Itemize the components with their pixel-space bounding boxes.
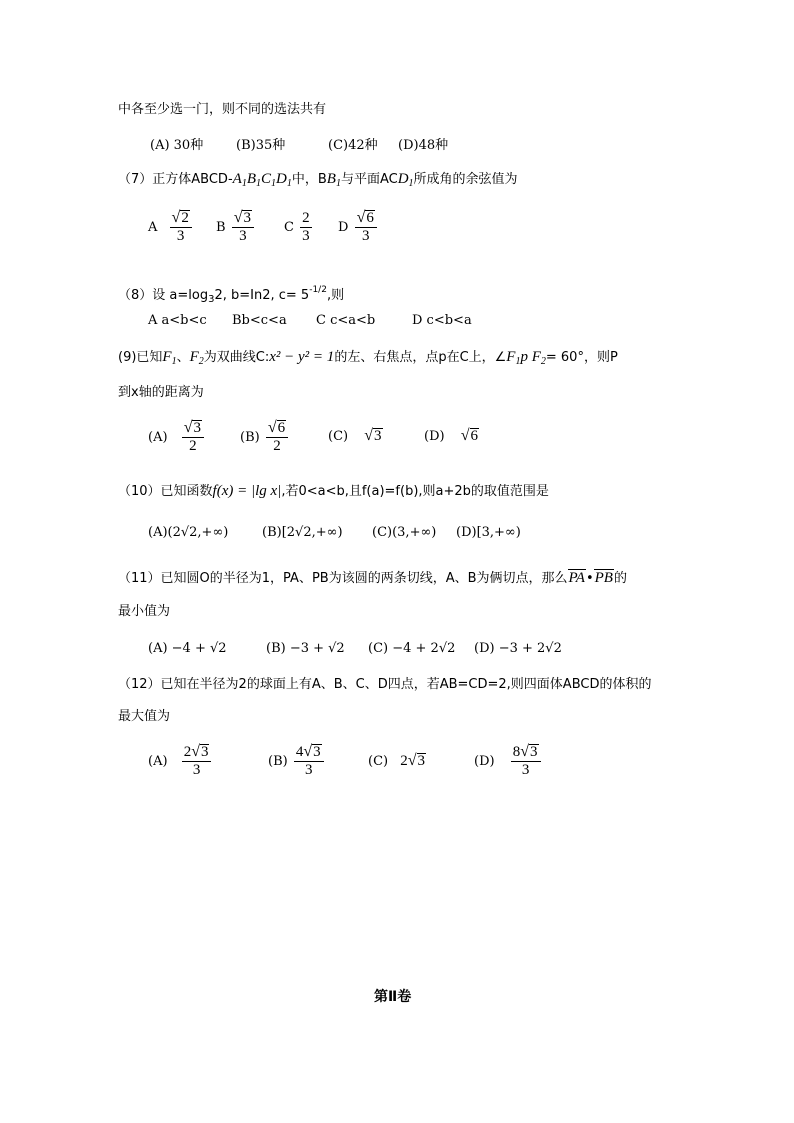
q8-question (118, 281, 344, 309)
q11-dot: • (585, 571, 594, 586)
q7-option-d-fraction: √ 6 3 (355, 210, 377, 245)
q7-option-b-fraction: √ 3 3 (232, 210, 254, 245)
q9-option-b (240, 420, 288, 455)
q7-option-b-label: B (216, 220, 226, 235)
q7-option-c-label: C (284, 220, 294, 235)
q6-option-a: (A) 30种 (150, 138, 204, 153)
q9-option-c-sqrt: √ 3 (364, 427, 382, 444)
q6-option-d: (D)48种 (398, 138, 449, 153)
q11-line2: 最小值为 (118, 604, 171, 619)
q7-option-d (338, 210, 377, 245)
q11-option-d: (D) −3 + 2√2 (474, 641, 562, 656)
q7-option-c-den: 3 (302, 228, 310, 244)
q7-option-b-radicand: 3 (243, 210, 251, 226)
q8-option-c: C c<a<b (316, 313, 376, 328)
q10-prefix: （10）已知函数 (118, 484, 213, 499)
q12-option-d-radicand: 3 (530, 744, 538, 760)
q6-option-c: (C)42种 (328, 138, 378, 153)
q9-option-c-radicand: 3 (374, 428, 382, 444)
q8-exponent: -1/2 (309, 285, 327, 295)
q12-option-b-radicand: 3 (313, 744, 321, 760)
q11-question (118, 569, 627, 588)
q12-option-b (268, 744, 324, 779)
q12-line2: 最大值为 (118, 709, 171, 724)
q9-option-c-label: (C) (328, 429, 349, 444)
q9-option-a-fraction: √ 3 2 (182, 420, 204, 455)
q9-mid: 为双曲线C: (203, 350, 270, 365)
q10-option-a: (A)(2√2,+∞) (148, 525, 229, 540)
q12-line1: （12）已知在半径为2的球面上有A、B、C、D四点，若AB=CD=2,则四面体ABCD的体积的 (118, 677, 652, 692)
q12-option-c-label: (C) (368, 754, 389, 769)
q9-option-a (148, 420, 204, 455)
q12-option-a-fraction: 2 √ 3 3 (182, 744, 212, 779)
q7-option-c-fraction (300, 210, 312, 245)
q10-option-c: (C)(3,+∞) (372, 525, 437, 540)
q9-mid2: 的左、右焦点，点p在C上，∠ (334, 350, 507, 365)
q9-option-a-radicand: 3 (193, 420, 201, 436)
q9-prefix: (9)已知 (118, 350, 163, 365)
q9-option-b-den: 2 (273, 438, 281, 454)
q7-option-c-num: 2 (302, 210, 310, 226)
q7-option-d-den: 3 (361, 228, 370, 244)
q11-text: （11）已知圆O的半径为1，PA、PB为该圆的两条切线，A、B为俩切点，那么 (118, 571, 568, 586)
q8-option-a: A a<b<c (148, 313, 207, 328)
q9-option-d (424, 428, 479, 444)
q7-option-a-den: 3 (176, 228, 185, 244)
q12-option-c-radicand: 3 (417, 753, 426, 769)
q12-option-a-radicand: 3 (200, 744, 209, 760)
q11-end: 的 (613, 571, 627, 586)
q7-option-a-fraction: √ 2 3 (170, 210, 192, 245)
q8-suffix: ,则 (326, 288, 345, 303)
q11-option-b: (B) −3 + √2 (266, 641, 345, 656)
q9-angle-vertices: $F_1p$ $F_2$ (506, 349, 546, 367)
q9-option-d-radicand: 6 (470, 428, 478, 444)
q9-line2: 到x轴的距离为 (118, 385, 204, 400)
q12-option-b-den: 3 (304, 762, 313, 778)
q9-option-b-label: (B) (240, 430, 260, 445)
q12-option-b-fraction: 4 √ 3 3 (294, 744, 324, 779)
q8-option-b: Bb<c<a (232, 313, 287, 328)
q11-vector-pa: PA (568, 570, 585, 586)
q12-option-a-label: (A) (148, 754, 168, 769)
q7-option-d-label: D (338, 220, 349, 235)
q9-f1: $F_1$ (162, 349, 177, 367)
q12-option-a-den: 3 (192, 762, 201, 778)
q10-suffix: ,若0<a<b,且f(a)=f(b),则a+2b的取值范围是 (281, 484, 549, 499)
q7-option-c (284, 210, 312, 245)
q12-option-d-fraction: 8 √ 3 3 (511, 744, 541, 779)
q6-option-b: (B)35种 (236, 138, 286, 153)
q12-option-c-sqrt: √ 3 (407, 752, 426, 769)
q9-option-a-den: 2 (189, 438, 197, 454)
q12-option-d-label: (D) (474, 754, 495, 769)
q9-f2: $F_2$ (189, 349, 204, 367)
q9-option-c (328, 428, 383, 444)
q9-angle-value: = 60° (545, 350, 584, 365)
q7-b1: $B_1$ (326, 171, 341, 189)
q9-option-a-label: (A) (148, 430, 168, 445)
q9-option-d-sqrt: √ 6 (460, 427, 478, 444)
q7-option-d-radicand: 6 (366, 210, 374, 226)
q9-option-d-label: (D) (424, 429, 445, 444)
q7-d1: $D_1$ (397, 171, 414, 189)
q12-option-c (368, 753, 426, 770)
q9-question (118, 348, 618, 371)
q12-option-b-label: (B) (268, 754, 288, 769)
q12-option-c-coef: 2 (400, 753, 408, 769)
q11-option-a: (A) −4 + √2 (148, 641, 227, 656)
q11-option-c: (C) −4 + 2√2 (368, 641, 456, 656)
q9-sep: 、 (176, 350, 190, 365)
q7-mid1: 中，B (291, 172, 327, 187)
q10-question (118, 482, 549, 501)
q9-suffix: ，则P (583, 350, 618, 365)
q12-option-a (148, 744, 211, 779)
q7-mid2: 与平面AC (340, 172, 398, 187)
q8-log-base: 3 (208, 294, 215, 305)
q9-option-b-fraction: √ 6 2 (266, 420, 288, 455)
q12-option-b-coef: 4 (295, 744, 304, 760)
q12-option-d-den: 3 (521, 762, 530, 778)
q11-vector-pb: PB (594, 570, 613, 586)
q8-option-d: D c<b<a (412, 313, 472, 328)
q7-option-a-label: A (148, 220, 158, 235)
q7-suffix: 所成角的余弦值为 (413, 172, 518, 187)
q7-option-b (216, 210, 254, 245)
q8-mid: 2, b=In2, c= 5 (214, 288, 310, 303)
q10-option-d: (D)[3,+∞) (456, 525, 521, 540)
q7-option-b-den: 3 (239, 228, 247, 244)
q12-option-a-coef: 2 (183, 744, 192, 760)
q8-prefix: （8）设 a=log (118, 288, 209, 303)
q12-option-d (474, 744, 541, 779)
section-title: 第Ⅱ卷 (374, 989, 412, 1005)
q7-prefix: （7）正方体ABCD- (118, 172, 233, 187)
q10-function: f(x) = |lg x| (212, 483, 282, 499)
q10-option-b: (B)[2√2,+∞) (262, 525, 343, 540)
q7-cube-vertices: $A_1B_1C_1D_1$ (232, 171, 292, 189)
q7-question (118, 170, 518, 193)
q12-option-d-coef: 8 (512, 744, 521, 760)
q7-option-a (148, 210, 192, 245)
q9-equation: x² − y² = 1 (269, 349, 335, 365)
q6-tail-text: 中各至少选一门，则不同的选法共有 (118, 102, 327, 117)
q9-option-b-radicand: 6 (277, 420, 286, 436)
q7-option-a-radicand: 2 (181, 210, 189, 226)
